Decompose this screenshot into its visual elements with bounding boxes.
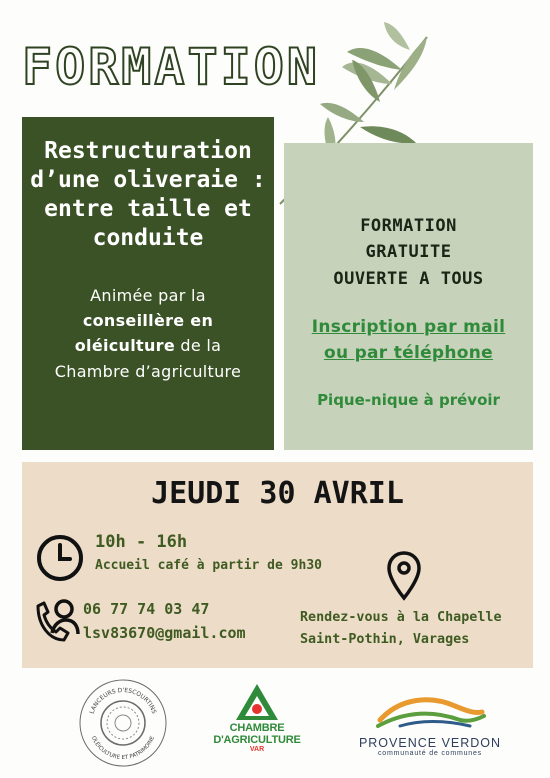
free-training-notice — [284, 213, 533, 292]
location-pin-icon — [386, 550, 422, 602]
trainer-description — [22, 283, 274, 384]
contact-phone[interactable]: 06 77 74 03 47 — [83, 600, 210, 618]
pv-subtitle: communauté de communes — [378, 750, 482, 757]
topic-panel — [22, 117, 274, 450]
led-suffix-1: de la — [180, 336, 222, 356]
led-bold-2: oléiculture — [74, 336, 176, 356]
phone-contact-icon — [34, 598, 80, 648]
info-panel — [284, 143, 533, 450]
chambre-line-2: D'AGRICULTURE — [213, 734, 301, 747]
led-bold-1: conseillère en — [82, 311, 214, 331]
contact-email[interactable]: lsv83670@gmail.com — [83, 624, 246, 642]
pv-name: PROVENCE VERDON — [358, 736, 502, 750]
provence-verdon-logo — [355, 690, 505, 770]
welcome-coffee: Accueil café à partir de 9h30 — [95, 558, 322, 573]
provence-verdon-hills-icon — [370, 690, 490, 730]
led-suffix-2: Chambre d’agriculture — [54, 361, 242, 381]
clock-icon — [35, 533, 85, 583]
chambre-line-1: CHAMBRE — [229, 722, 285, 734]
location-line-2: Saint-Pothin, Varages — [300, 632, 470, 648]
lanceurs-escourtins-logo — [78, 678, 168, 768]
signup-line-1: Inscription par mail — [311, 317, 506, 338]
page-title: FORMATION — [22, 38, 320, 96]
signup-line-2: ou par téléphone — [323, 343, 494, 364]
picnic-note: Pique-nique à prévoir — [317, 390, 500, 409]
chambre-agriculture-emblem-icon — [232, 682, 282, 722]
training-topic-heading: Restructuration d’une oliveraie : entre taille et conduite — [30, 138, 266, 251]
event-details-panel — [22, 462, 533, 668]
location-line-1: Rendez-vous à la Chapelle — [300, 610, 502, 625]
info-line-3: OUVERTE A TOUS — [333, 268, 484, 289]
event-time: 10h - 16h — [95, 532, 188, 552]
info-line-1: FORMATION — [360, 216, 457, 236]
chambre-line-3: VAR — [249, 746, 265, 754]
event-location — [300, 607, 528, 651]
svg-text:LANCEURS D'ESCOURTINS: LANCEURS D'ESCOURTINS — [88, 686, 158, 715]
info-line-2: GRATUITE — [365, 242, 452, 263]
chambre-agriculture-logo — [212, 682, 302, 772]
event-date: JEUDI 30 AVRIL — [151, 476, 404, 511]
led-prefix: Animée par la — [90, 285, 206, 305]
signup-link[interactable] — [284, 314, 533, 367]
svg-text:OLÉICULTURE ET PATRIMOINE: OLÉICULTURE ET PATRIMOINE — [89, 735, 157, 762]
partner-logos — [0, 678, 550, 778]
